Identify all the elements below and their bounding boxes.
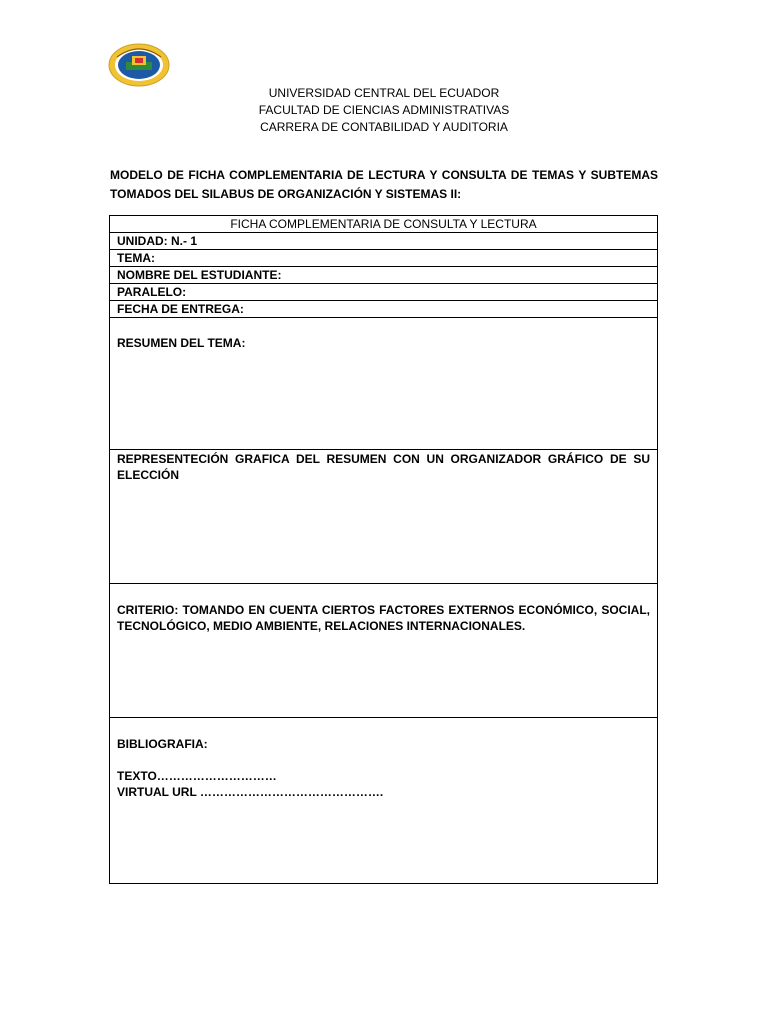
summary-section[interactable] bbox=[110, 318, 658, 450]
bibliography-label: BIBLIOGRAFIA: bbox=[117, 737, 208, 751]
paralelo-field[interactable]: PARALELO: bbox=[110, 284, 658, 301]
form-title: FICHA COMPLEMENTARIA DE CONSULTA Y LECTURA bbox=[110, 216, 658, 233]
career-name: CARRERA DE CONTABILIDAD Y AUDITORIA bbox=[260, 120, 508, 134]
university-seal-logo bbox=[108, 43, 170, 87]
bibliography-section[interactable] bbox=[110, 718, 658, 884]
form-description: MODELO DE FICHA COMPLEMENTARIA DE LECTURA Y CONSULTA DE TEMAS Y SUBTEMAS TOMADOS DEL SILABUS DE ORGANIZACIÓN Y SISTEMAS II: bbox=[110, 168, 658, 201]
graphic-representation-label: REPRESENTECIÓN GRAFICA DEL RESUMEN CON UN ORGANIZADOR GRÁFICO DE SU ELECCIÓN bbox=[117, 452, 650, 482]
student-name-field[interactable]: NOMBRE DEL ESTUDIANTE: bbox=[110, 267, 658, 284]
reading-form-table bbox=[109, 215, 658, 884]
summary-label: RESUMEN DEL TEMA: bbox=[117, 336, 246, 350]
criteria-label: CRITERIO: TOMANDO EN CUENTA CIERTOS FACTORES EXTERNOS ECONÓMICO, SOCIAL, TECNOLÓGICO, MEDIO AMBIENTE, RELACIONES INTERNACIONALES. bbox=[117, 603, 650, 633]
text-reference-line: TEXTO………………………… bbox=[117, 769, 277, 783]
graphic-representation-section[interactable] bbox=[110, 450, 658, 584]
virtual-url-line: VIRTUAL URL ………………………………………. bbox=[117, 785, 384, 799]
tema-field[interactable]: TEMA: bbox=[110, 250, 658, 267]
faculty-name: FACULTAD DE CIENCIAS ADMINISTRATIVAS bbox=[258, 103, 510, 117]
unidad-field[interactable]: UNIDAD: N.- 1 bbox=[110, 233, 658, 250]
criteria-section[interactable] bbox=[110, 584, 658, 718]
delivery-date-field[interactable]: FECHA DE ENTREGA: bbox=[110, 301, 658, 318]
university-name: UNIVERSIDAD CENTRAL DEL ECUADOR bbox=[268, 86, 500, 100]
